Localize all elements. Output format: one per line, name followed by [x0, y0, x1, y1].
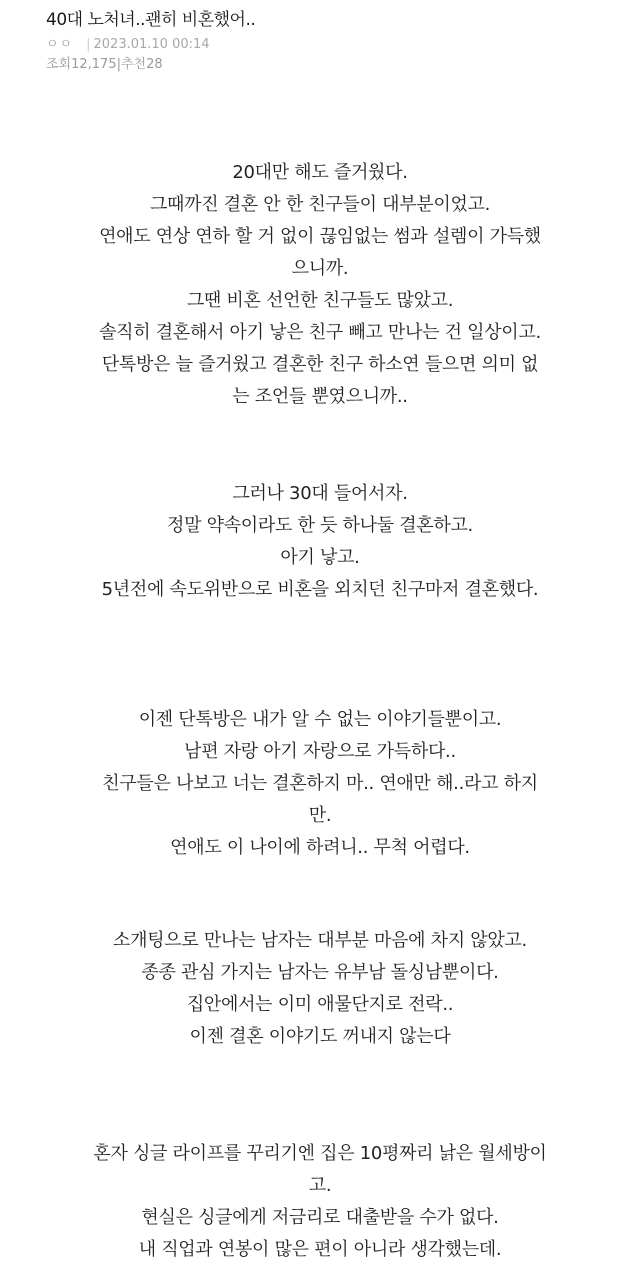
body-line: 집안에서는 이미 애물단지로 전락.. [186, 994, 454, 1015]
body-line: 그때까진 결혼 안 한 친구들이 대부분이었고. [149, 194, 491, 215]
post-meta [46, 35, 630, 55]
body-line: 솔직히 결혼해서 아기 낳은 친구 빼고 만나는 건 일상이고. [99, 322, 541, 343]
body-line: 이젠 단톡방은 내가 알 수 없는 이야기들뿐이고. [138, 709, 502, 730]
body-line: 현실은 싱글에게 저금리로 대출받을 수가 없다. [141, 1207, 499, 1228]
stats-divider: | [116, 57, 121, 72]
recommend-count: 추천28 [121, 57, 163, 72]
body-line: 소개팅으로 만나는 남자는 대부분 마음에 차지 않았고. [113, 930, 527, 951]
body-line: 그땐 비혼 선언한 친구들도 많았고. [186, 290, 454, 311]
body-line: 남편 자랑 아기 자랑으로 가득하다.. [184, 741, 456, 762]
view-count: 조회12,175 [46, 57, 117, 72]
post-title: 40대 노처녀..괜히 비혼했어.. [46, 10, 256, 30]
paragraph-1 [0, 157, 640, 413]
post-stats [46, 55, 630, 75]
body-line: 으니까. [291, 258, 349, 279]
paragraph-5 [0, 1138, 640, 1266]
body-line: 혼자 싱글 라이프를 꾸리기엔 집은 10평짜리 낡은 월세방이 [93, 1143, 547, 1164]
body-line: 정말 약속이라도 한 듯 하나둘 결혼하고. [167, 515, 473, 536]
body-line: 5년전에 속도위반으로 비혼을 외치던 친구마저 결혼했다. [101, 579, 539, 600]
post-header [46, 8, 630, 75]
body-line: 는 조언들 뿐였으니까.. [232, 386, 408, 407]
body-line: 연애도 연상 연하 할 거 없이 끊임없는 썸과 설렘이 가득했 [99, 226, 541, 247]
body-line: 내 직업과 연봉이 많은 편이 아니라 생각했는데. [138, 1239, 502, 1260]
body-line: 20대만 해도 즐거웠다. [232, 162, 408, 183]
paragraph-4 [0, 925, 640, 1053]
body-line: 만. [308, 805, 332, 826]
body-line: 그러나 30대 들어서자. [232, 483, 408, 504]
meta-divider: | [86, 37, 91, 52]
body-line: 종종 관심 가지는 남자는 유부남 돌싱남뿐이다. [141, 962, 499, 983]
post-date: 2023.01.10 00:14 [93, 37, 210, 52]
body-line: 아기 낳고. [280, 547, 360, 568]
body-line: 고. [308, 1175, 332, 1196]
body-line: 단톡방은 늘 즐거웠고 결혼한 친구 하소연 들으면 의미 없 [101, 354, 539, 375]
body-line: 친구들은 나보고 너는 결혼하지 마.. 연애만 해..라고 하지 [102, 773, 538, 794]
paragraph-3 [0, 704, 640, 864]
author-name[interactable]: ㅇㅇ [46, 37, 74, 52]
body-line: 연애도 이 나이에 하려니.. 무척 어렵다. [170, 837, 470, 858]
body-line: 이젠 결혼 이야기도 꺼내지 않는다 [189, 1026, 451, 1047]
paragraph-2 [0, 478, 640, 606]
